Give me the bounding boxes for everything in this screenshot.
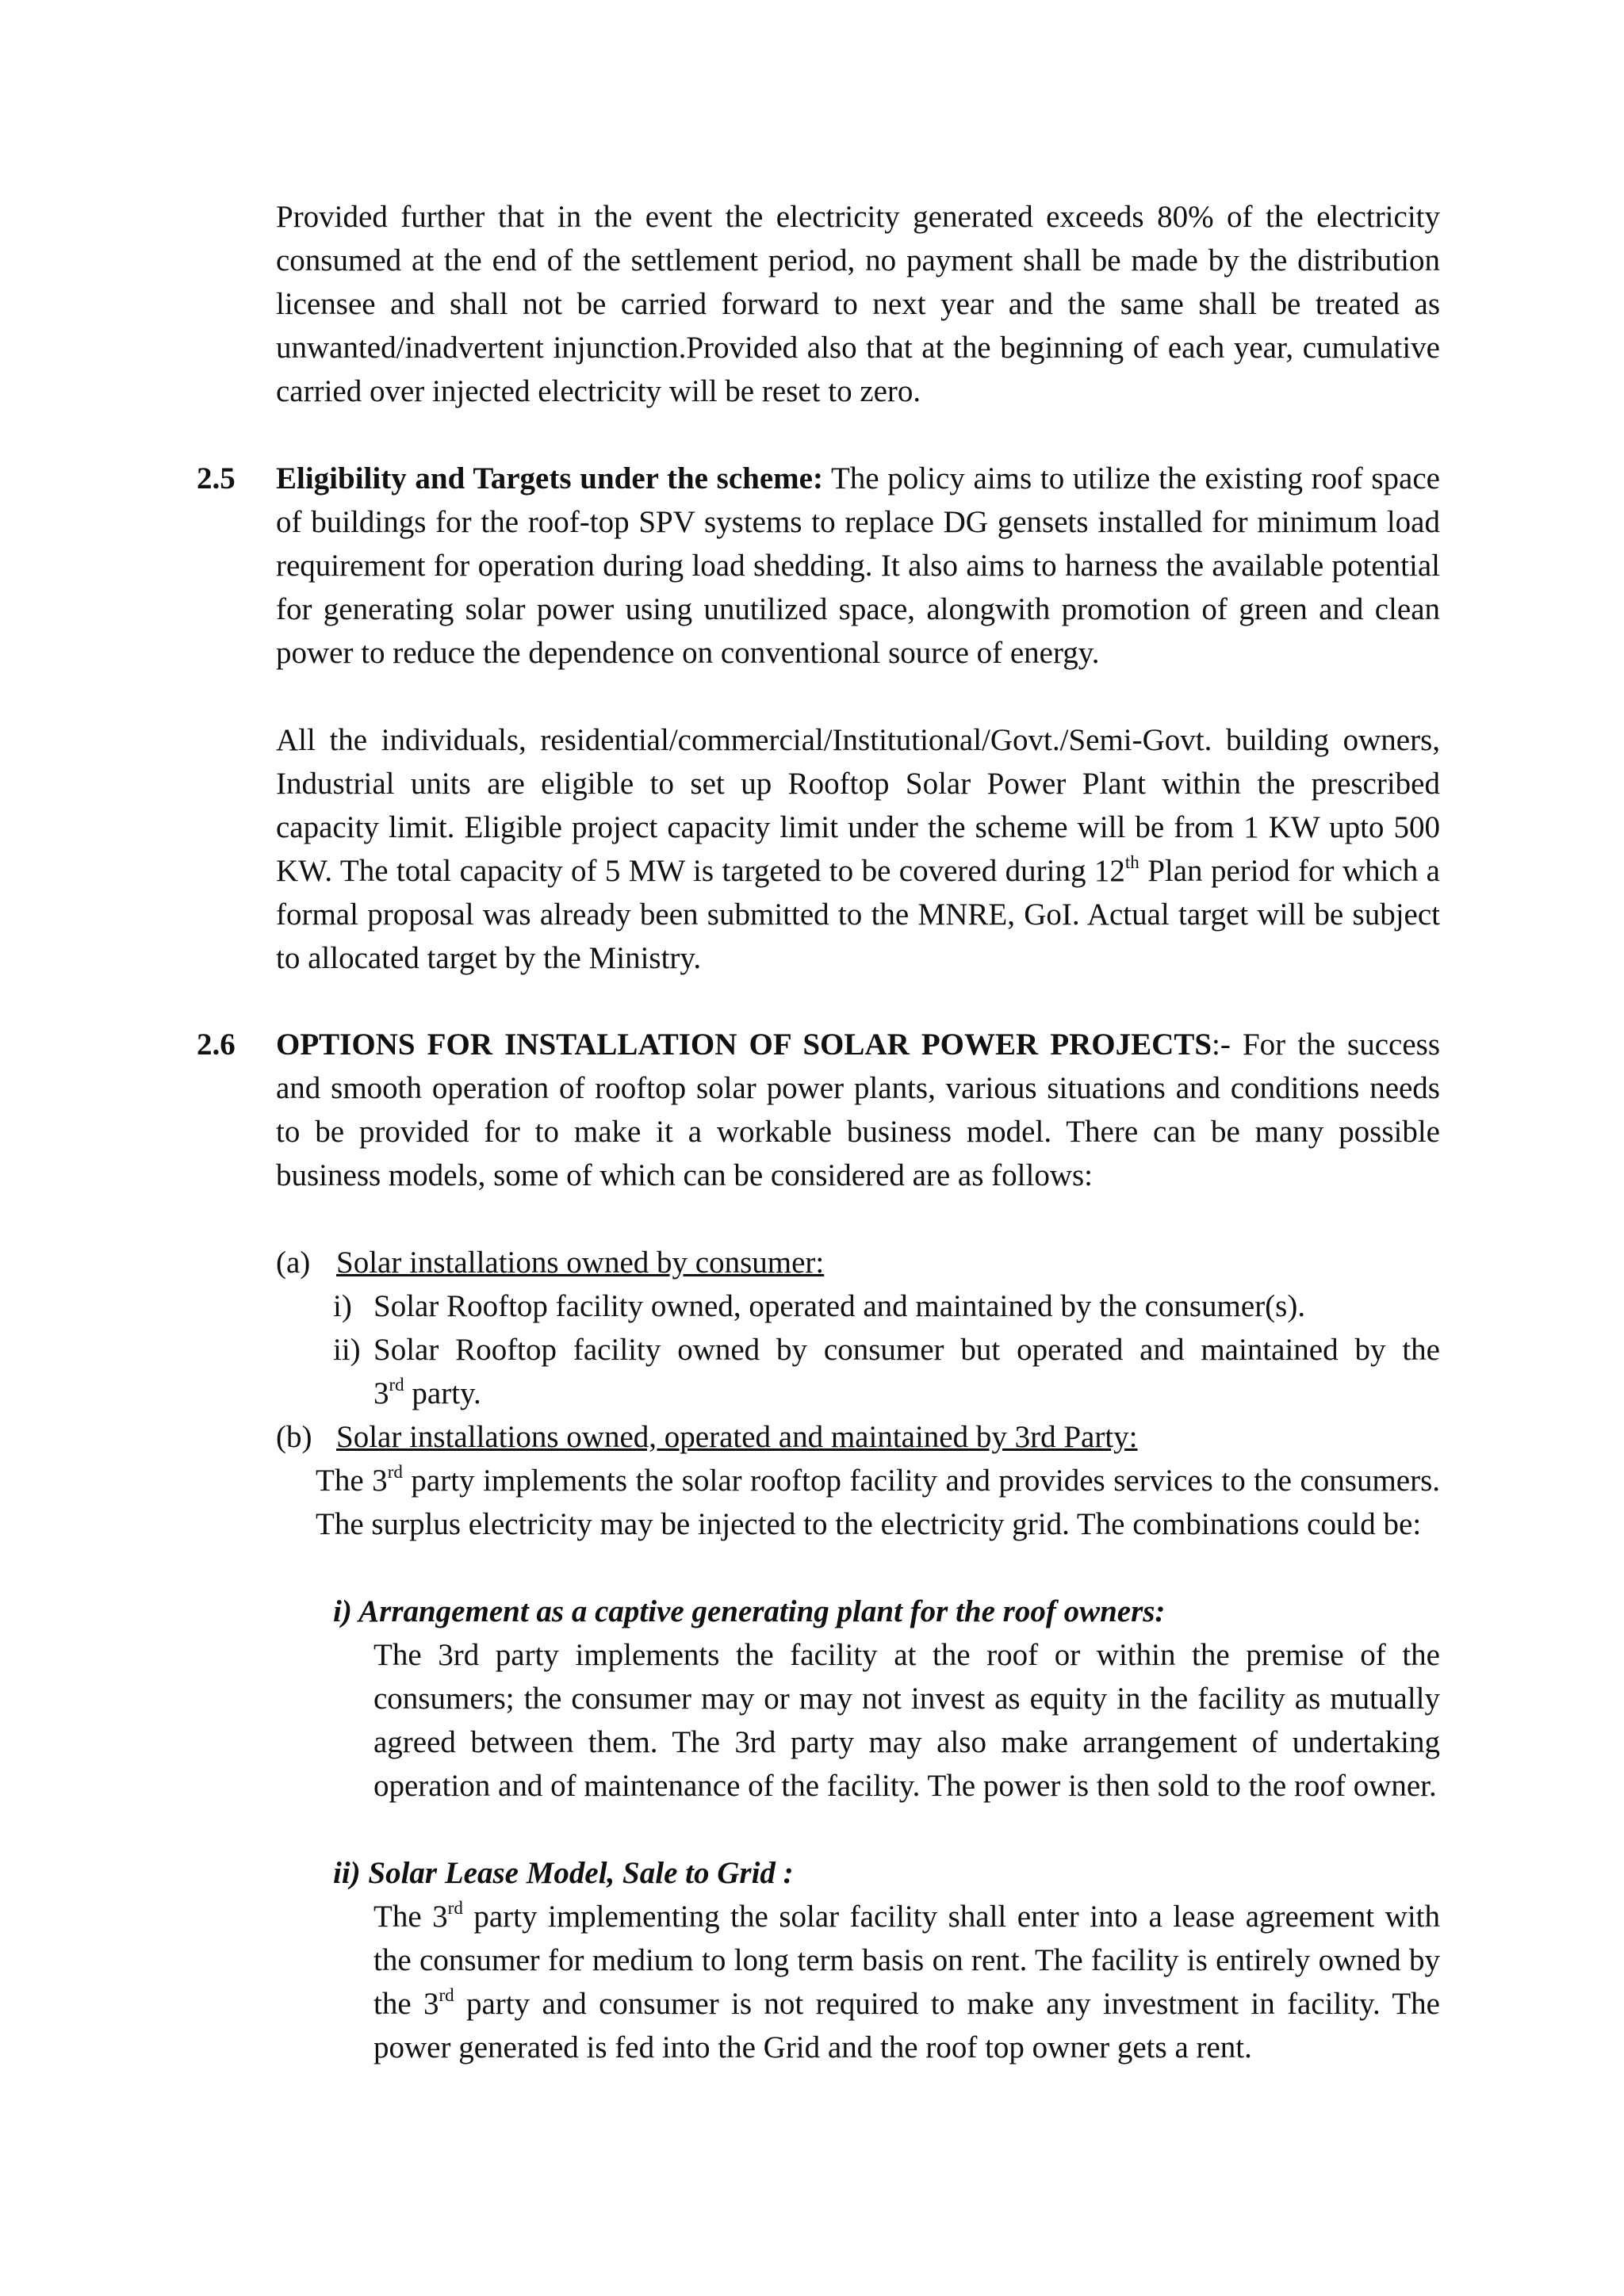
section-2-6-text: :- For the success and smooth operation of rooftop solar power plants, various situations and conditions needs to be provided for to make it a workable business model. There can be many possible business models, some of which can be considered are as follows: [276,1027,1441,1192]
lease-text-start: The 3 [373,1900,448,1934]
proviso-paragraph: Provided further that in the event the electricity generated exceeds 80% of the electricity consumed at the end of the settlement period, no payment shall be made by the distribution licensee and shall not be carried forward to next year and the same shall be treated as unwanted/inadvertent injunction.Provided also that at the beginning of each year, cumulative carried over injected electricity will be reset to zero. [276,200,1440,408]
section-2-5-heading: Eligibility and Targets under the scheme: [276,461,823,496]
option-b-i-heading: i) Arrangement as a captive generating plant for the roof owners: [333,1594,1166,1628]
section-2-6-number: 2.6 [197,1027,236,1062]
superscript: th [1124,852,1139,872]
option-b-ii-heading: ii) Solar Lease Model, Sale to Grid : [333,1856,794,1890]
option-b-marker: (b) [276,1420,312,1454]
option-a-ii-text: Solar Rooftop facility owned by consumer but operated and maintained by the [373,1333,1440,1367]
eligibility-text-cont: Plan period for which a formal proposal was already been submitted to the MNRE, GoI. Actual target will be subject to allocated target by the Ministry. [276,854,1440,975]
option-a-i-marker: i) [333,1289,352,1323]
option-b-title: Solar installations owned, operated and maintained by 3rd Party: [336,1420,1138,1454]
superscript: rd [387,1462,403,1482]
option-a-marker: (a) [276,1246,311,1280]
option-a-title: Solar installations owned by consumer: [336,1246,825,1280]
lease-text-end: party and consumer is not required to make any investment in facility. The power generated is fed into the Grid and the roof top owner gets a rent. [373,1987,1440,2064]
option-a-ii-marker: ii) [333,1333,361,1367]
section-2-6-heading: OPTIONS FOR INSTALLATION OF SOLAR POWER PROJECTS [276,1027,1212,1062]
section-2-5-body [276,457,1440,675]
option-b-text-start: The 3 [316,1464,388,1498]
section-2-5-text: The policy aims to utilize the existing roof space of buildings for the roof-top SPV systems to replace DG gensets installed for minimum load requirement for operation during load shedding. It also aims to harness the available potential for generating solar power using unutilized space, alongwith promotion of green and clean power to reduce the dependence on conventional source of energy. [276,461,1440,670]
superscript: rd [447,1898,463,1918]
lease-text-middle: party implementing the solar facility shall enter into a lease agreement with the consumer for medium to long term basis on rent. The facility is entirely owned by the 3 [373,1900,1440,2021]
option-b-i-text: The 3rd party implements the facility at the roof or within the premise of the consumers; the consumer may or may not invest as equity in the facility as mutually agreed between them. The 3rd party may also make arrangement of undertaking operation and of maintenance of the facility. The power is then sold to the roof owner. [373,1638,1440,1803]
ordinal-number: 3 [373,1376,389,1410]
option-b-ii-text [373,1895,1440,2069]
party-text: party. [404,1376,481,1410]
section-2-6-body [276,1023,1440,1197]
section-2-5-number: 2.5 [197,461,236,496]
option-a-ii-text-cont [373,1372,481,1415]
option-b-text-rest: party implements the solar rooftop facility and provides services to the consumers. The surplus electricity may be injected to the electricity grid. The combinations could be: [316,1464,1440,1541]
option-a-i-text: Solar Rooftop facility owned, operated and maintained by the consumer(s). [373,1289,1306,1323]
superscript: rd [439,1985,454,2005]
option-b-text [316,1459,1440,1546]
section-2-5-eligibility [276,718,1440,980]
superscript: rd [389,1375,404,1395]
eligibility-text: All the individuals, residential/commercial/Institutional/Govt./Semi-Govt. building owners, Industrial units are eligible to set up Rooftop Solar Power Plant within the prescribed capacity limit. Eligible project capacity limit under the scheme will be from 1 KW upto 500 KW. The total capacity of 5 MW is targeted to be covered during 12 [276,723,1440,888]
